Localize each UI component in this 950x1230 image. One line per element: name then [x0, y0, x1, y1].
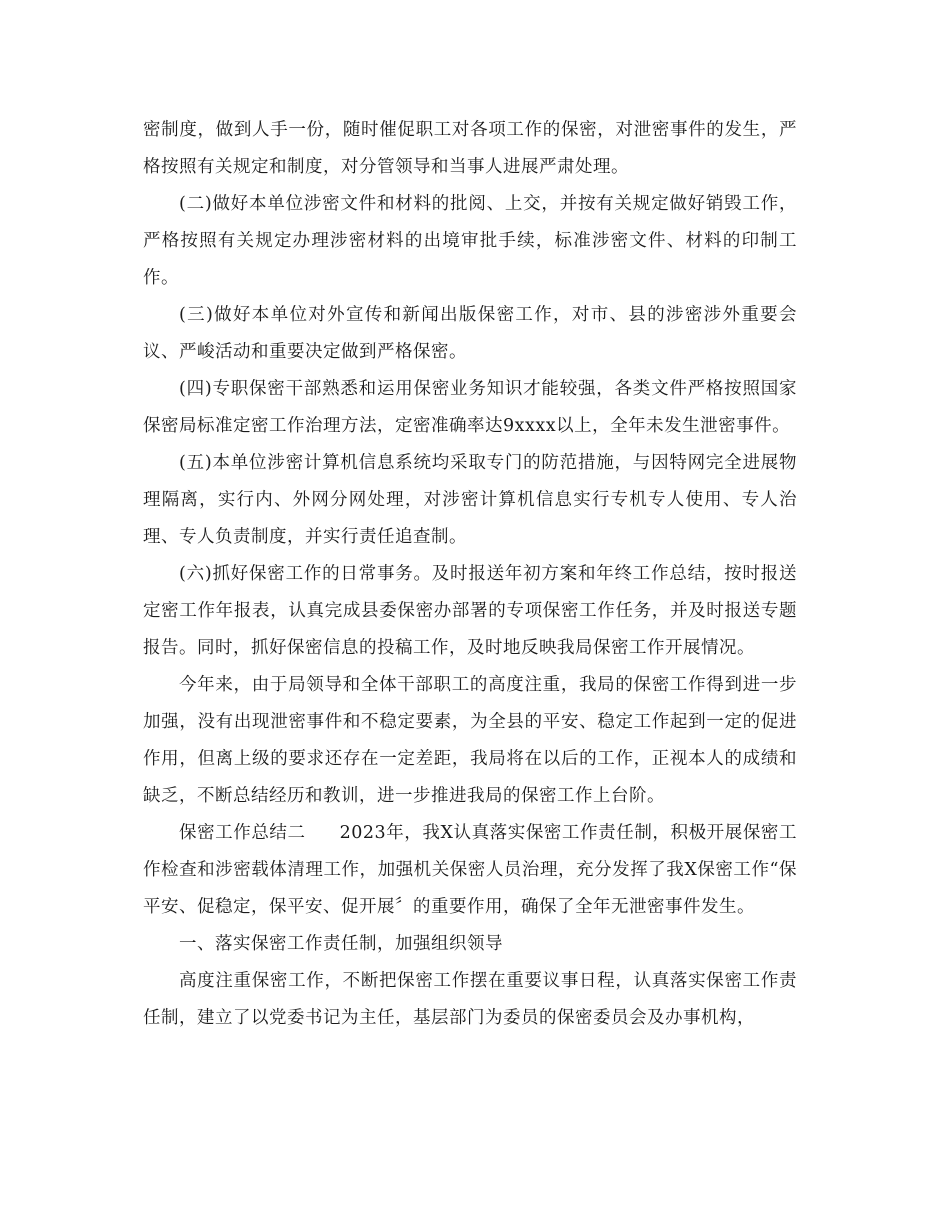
paragraph-item-5: (五)本单位涉密计算机信息系统均采取专门的防范措施，与因特网完全进展物理隔离，实行内、外网分网处理，对涉密计算机信息实行专机专人使用、专人治理、专人负责制度，并实行责任追查制。: [143, 453, 797, 547]
paragraph-item-2: (二)做好本单位涉密文件和材料的批阅、上交，并按有关规定做好销毁工作，严格按照有关规定办理涉密材料的出境审批手续，标准涉密文件、材料的印制工作。: [143, 194, 797, 288]
paragraph-continuation: 密制度，做到人手一份，随时催促职工对各项工作的保密，对泄密事件的发生，严格按照有关规定和制度，对分管领导和当事人进展严肃处理。: [143, 120, 797, 177]
paragraph-summary-two: [143, 815, 797, 926]
section-one-title: 一、落实保密工作责任制，加强组织领导: [179, 934, 503, 954]
paragraph-conclusion: 今年来，由于局领导和全体干部职工的高度注重，我局的保密工作得到进一步加强，没有出现泄密事件和不稳定要素，为全县的平安、稳定工作起到一定的促进作用，但离上级的要求还存在一定差距，我局将在以后的工作，正视本人的成绩和缺乏，不断总结经历和教训，进一步推进我局的保密工作上台阶。: [143, 675, 797, 806]
paragraph-item-4: (四)专职保密干部熟悉和运用保密业务知识才能较强，各类文件严格按照国家保密局标准定密工作治理方法，定密准确率达9xxxx以上，全年未发生泄密事件。: [143, 379, 797, 436]
summary-two-heading: 保密工作总结二: [179, 823, 306, 843]
summary-two-text: 2023年，我X认真落实保密工作责任制，积极开展保密工作检查和涉密载体清理工作，加强机关保密人员治理，充分发挥了我X保密工作“保平安、促稳定，保平安、促开展〞的重要作用，确保了全年无泄密事件发生。: [143, 823, 798, 917]
paragraph-item-6: (六)抓好保密工作的日常事务。及时报送年初方案和年终工作总结，按时报送定密工作年报表，认真完成县委保密办部署的专项保密工作任务，并及时报送专题报告。同时，抓好保密信息的投稿工作，及时地反映我局保密工作开展情况。: [143, 564, 797, 658]
section-one-body: 高度注重保密工作，不断把保密工作摆在重要议事日程，认真落实保密工作责任制，建立了以党委书记为主任，基层部门为委员的保密委员会及办事机构，: [143, 971, 797, 1028]
paragraph-item-3: (三)做好本单位对外宣传和新闻出版保密工作，对市、县的涉密涉外重要会议、严峻活动和重要决定做到严格保密。: [143, 305, 797, 362]
document-body: [143, 112, 797, 1037]
